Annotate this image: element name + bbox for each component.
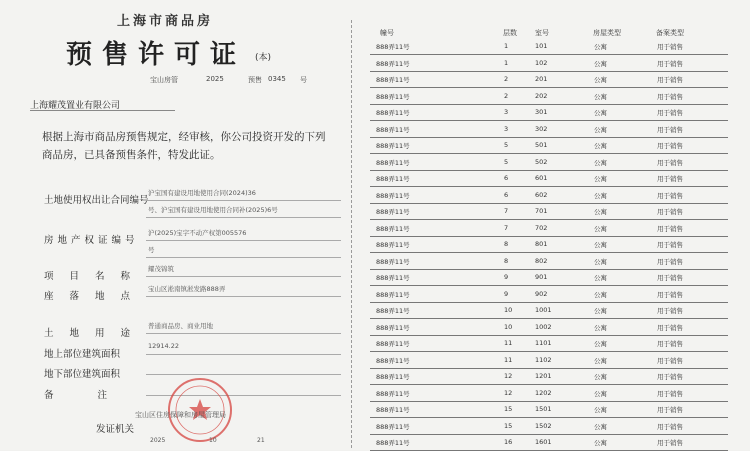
cell-filing: 用于销售 [657,142,683,150]
field-value: 号 [148,246,155,254]
field-label: 项目名称 [44,271,147,282]
cell-room: 701 [535,207,548,215]
table-row [370,253,730,270]
cell-building: 888弄11号 [376,307,410,315]
cell-floors: 10 [504,306,513,314]
cell-type: 公寓 [594,224,607,233]
cell-room: 1002 [535,322,552,331]
cell-type: 公寓 [594,406,607,414]
cell-room: 502 [535,157,548,166]
field-label: 地上部位建筑面积 [44,349,121,360]
table-row [370,319,730,336]
cell-filing: 用于销售 [657,59,683,68]
issue-year: 2025 [150,437,166,444]
cell-floors: 16 [504,438,513,446]
cell-filing: 用于销售 [657,439,683,447]
cell-room: 1001 [535,306,552,314]
field-label: 备注 [44,390,152,401]
cell-type: 公寓 [594,241,607,249]
field-label: 土地用途 [44,328,147,339]
cell-floors: 3 [504,124,509,133]
cell-filing: 用于销售 [657,191,683,200]
cell-type: 公寓 [594,208,607,216]
field-label: 座落地点 [44,291,147,302]
cell-building: 888弄11号 [376,389,410,398]
table-row [370,220,730,237]
cell-type: 公寓 [594,274,607,282]
cell-room: 1202 [535,388,552,397]
field-label: 地下部位建筑面积 [44,369,121,380]
cell-floors: 5 [504,141,509,149]
cell-room: 301 [535,108,548,116]
cell-floors: 12 [504,388,513,397]
cell-floors: 8 [504,240,509,248]
certificate-title: 预售许可证 [66,40,247,70]
cell-floors: 6 [504,190,509,199]
table-header-room: 室号 [535,29,549,37]
issuer-organization: 宝山区住房保障和房屋管理局 [135,411,226,419]
cell-building: 888弄11号 [376,224,410,233]
number-suffix: 号 [300,76,307,84]
field-label: 土地使用权出让合同编号 [44,195,149,206]
table-header-type: 房屋类型 [593,29,621,37]
table-row [370,418,730,435]
cell-building: 888弄11号 [376,373,410,381]
number-no: 0345 [268,75,286,83]
cell-room: 202 [535,91,548,100]
issuer-label: 发证机关 [96,424,135,435]
cell-room: 1501 [535,405,552,413]
cell-type: 公寓 [594,125,607,134]
table-row [370,269,730,286]
cell-building: 888弄11号 [376,158,410,167]
cell-filing: 用于销售 [657,92,683,101]
cell-building: 888弄11号 [376,241,410,249]
table-row [370,302,730,319]
cell-type: 公寓 [594,175,607,183]
table-row [370,203,730,220]
cell-room: 1101 [535,339,552,347]
cell-filing: 用于销售 [657,43,683,51]
field-underline [146,276,341,277]
cell-type: 公寓 [594,257,607,266]
cell-floors: 2 [504,75,509,83]
cell-filing: 用于销售 [657,76,683,84]
cell-room: 601 [535,174,548,182]
cell-room: 501 [535,141,548,149]
cell-filing: 用于销售 [657,274,683,282]
cell-building: 888弄11号 [376,422,410,431]
cell-floors: 1 [504,42,509,50]
cell-type: 公寓 [594,43,607,51]
table-row [370,434,730,451]
cell-floors: 10 [504,322,513,331]
cell-floors: 15 [504,405,513,413]
cell-building: 888弄11号 [376,274,410,282]
cell-floors: 7 [504,207,509,215]
field-value: 宝山区淞南镇淞发路888弄 [148,285,226,293]
cell-floors: 3 [504,108,509,116]
cell-filing: 用于销售 [657,208,683,216]
number-area: 宝山房管 [150,76,178,84]
table-row [370,385,730,402]
cell-floors: 7 [504,223,509,232]
field-underline [146,374,341,375]
cell-building: 888弄11号 [376,439,410,447]
cell-type: 公寓 [594,323,607,332]
certificate-paragraph: 根据上海市商品房预售规定，经审核，你公司投资开发的下列商品房，已具备预售条件，特发此证。 [42,131,326,161]
field-value: 号、沪宝国有建设用地使用合同补(2025)6号 [148,206,278,214]
cell-type: 公寓 [594,290,607,299]
cell-floors: 6 [504,174,509,182]
table-row [370,121,730,138]
cell-floors: 9 [504,273,509,281]
cell-filing: 用于销售 [657,109,683,117]
field-underline [146,217,341,218]
field-label: 房地产权证编号 [44,235,139,246]
cell-room: 801 [535,240,548,248]
cell-room: 602 [535,190,548,199]
table-row [370,88,730,105]
cell-floors: 9 [504,289,509,298]
cell-floors: 8 [504,256,509,265]
field-underline [146,200,341,201]
cell-room: 1601 [535,438,552,446]
cell-filing: 用于销售 [657,257,683,266]
cell-room: 802 [535,256,548,265]
cell-floors: 12 [504,372,513,380]
cell-building: 888弄11号 [376,257,410,266]
cell-building: 888弄11号 [376,76,410,84]
table-row [370,170,730,187]
table-header-building: 幢号 [380,29,394,37]
cell-filing: 用于销售 [657,241,683,249]
cell-building: 888弄11号 [376,191,410,200]
company-underline [30,110,175,111]
table-row [370,236,730,253]
cell-filing: 用于销售 [657,175,683,183]
cell-type: 公寓 [594,59,607,68]
cell-type: 公寓 [594,356,607,365]
issue-month: 10 [209,437,217,444]
title-suffix: (本) [255,53,272,63]
table-row [370,187,730,204]
header-top: 上海市商品房 [116,14,213,29]
cell-type: 公寓 [594,422,607,431]
cell-filing: 用于销售 [657,125,683,134]
table-header-filing: 备案类型 [656,29,684,37]
cell-filing: 用于销售 [657,158,683,167]
field-underline [146,257,341,258]
table-row [370,38,730,55]
number-year: 2025 [206,75,224,83]
cell-room: 102 [535,58,548,67]
cell-room: 901 [535,273,548,281]
cell-building: 888弄11号 [376,125,410,134]
cell-floors: 11 [504,339,513,347]
cell-type: 公寓 [594,307,607,315]
table-header-floors: 层数 [503,29,517,37]
cell-building: 888弄11号 [376,109,410,117]
cell-room: 702 [535,223,548,232]
table-row [370,71,730,88]
field-value: 12914.22 [148,342,180,350]
field-underline [146,333,341,334]
field-value: 沪(2025)宝字不动产权第005576 [148,229,247,237]
cell-room: 1502 [535,421,552,430]
cell-building: 888弄11号 [376,323,410,332]
cell-building: 888弄11号 [376,340,410,348]
cell-filing: 用于销售 [657,307,683,315]
cell-filing: 用于销售 [657,406,683,414]
cell-floors: 5 [504,157,509,166]
cell-filing: 用于销售 [657,290,683,299]
cell-type: 公寓 [594,191,607,200]
cell-filing: 用于销售 [657,373,683,381]
cell-room: 902 [535,289,548,298]
cell-building: 888弄11号 [376,92,410,101]
cell-type: 公寓 [594,340,607,348]
cell-building: 888弄11号 [376,175,410,183]
table-row [370,368,730,385]
cell-floors: 2 [504,91,509,100]
issue-day: 21 [257,437,265,444]
cell-room: 1102 [535,355,552,364]
number-kind: 预售 [248,76,262,84]
field-value: 沪宝国有建设用地使用合同(2024)36 [148,189,256,197]
cell-filing: 用于销售 [657,340,683,348]
cell-building: 888弄11号 [376,290,410,299]
table-row [370,55,730,72]
cell-filing: 用于销售 [657,389,683,398]
table-row [370,335,730,352]
field-value: 耀茂锦筑 [148,265,174,273]
cell-filing: 用于销售 [657,323,683,332]
cell-room: 101 [535,42,548,50]
field-value: 普通商品房、商业用地 [148,322,213,330]
cell-type: 公寓 [594,92,607,101]
cell-building: 888弄11号 [376,142,410,150]
field-underline [146,240,341,241]
cell-floors: 11 [504,355,513,364]
cell-building: 888弄11号 [376,356,410,365]
cell-type: 公寓 [594,158,607,167]
cell-type: 公寓 [594,109,607,117]
page-divider [351,20,352,448]
cell-building: 888弄11号 [376,59,410,68]
cell-type: 公寓 [594,373,607,381]
cell-building: 888弄11号 [376,406,410,414]
table-row [370,286,730,303]
cell-type: 公寓 [594,142,607,150]
table-row [370,137,730,154]
cell-building: 888弄11号 [376,43,410,51]
cell-type: 公寓 [594,76,607,84]
field-underline [146,354,341,355]
table-row [370,401,730,418]
cell-type: 公寓 [594,389,607,398]
table-row [370,154,730,171]
cell-filing: 用于销售 [657,224,683,233]
cell-room: 302 [535,124,548,133]
company-name: 上海耀茂置业有限公司 [30,101,121,111]
cell-floors: 1 [504,58,509,67]
cell-filing: 用于销售 [657,356,683,365]
cell-filing: 用于销售 [657,422,683,431]
table-row [370,352,730,369]
cell-floors: 15 [504,421,513,430]
cell-type: 公寓 [594,439,607,447]
cell-room: 1201 [535,372,552,380]
field-underline [146,296,341,297]
table-row [370,104,730,121]
cell-building: 888弄11号 [376,208,410,216]
certificate-left-panel [0,0,345,450]
cell-room: 201 [535,75,548,83]
